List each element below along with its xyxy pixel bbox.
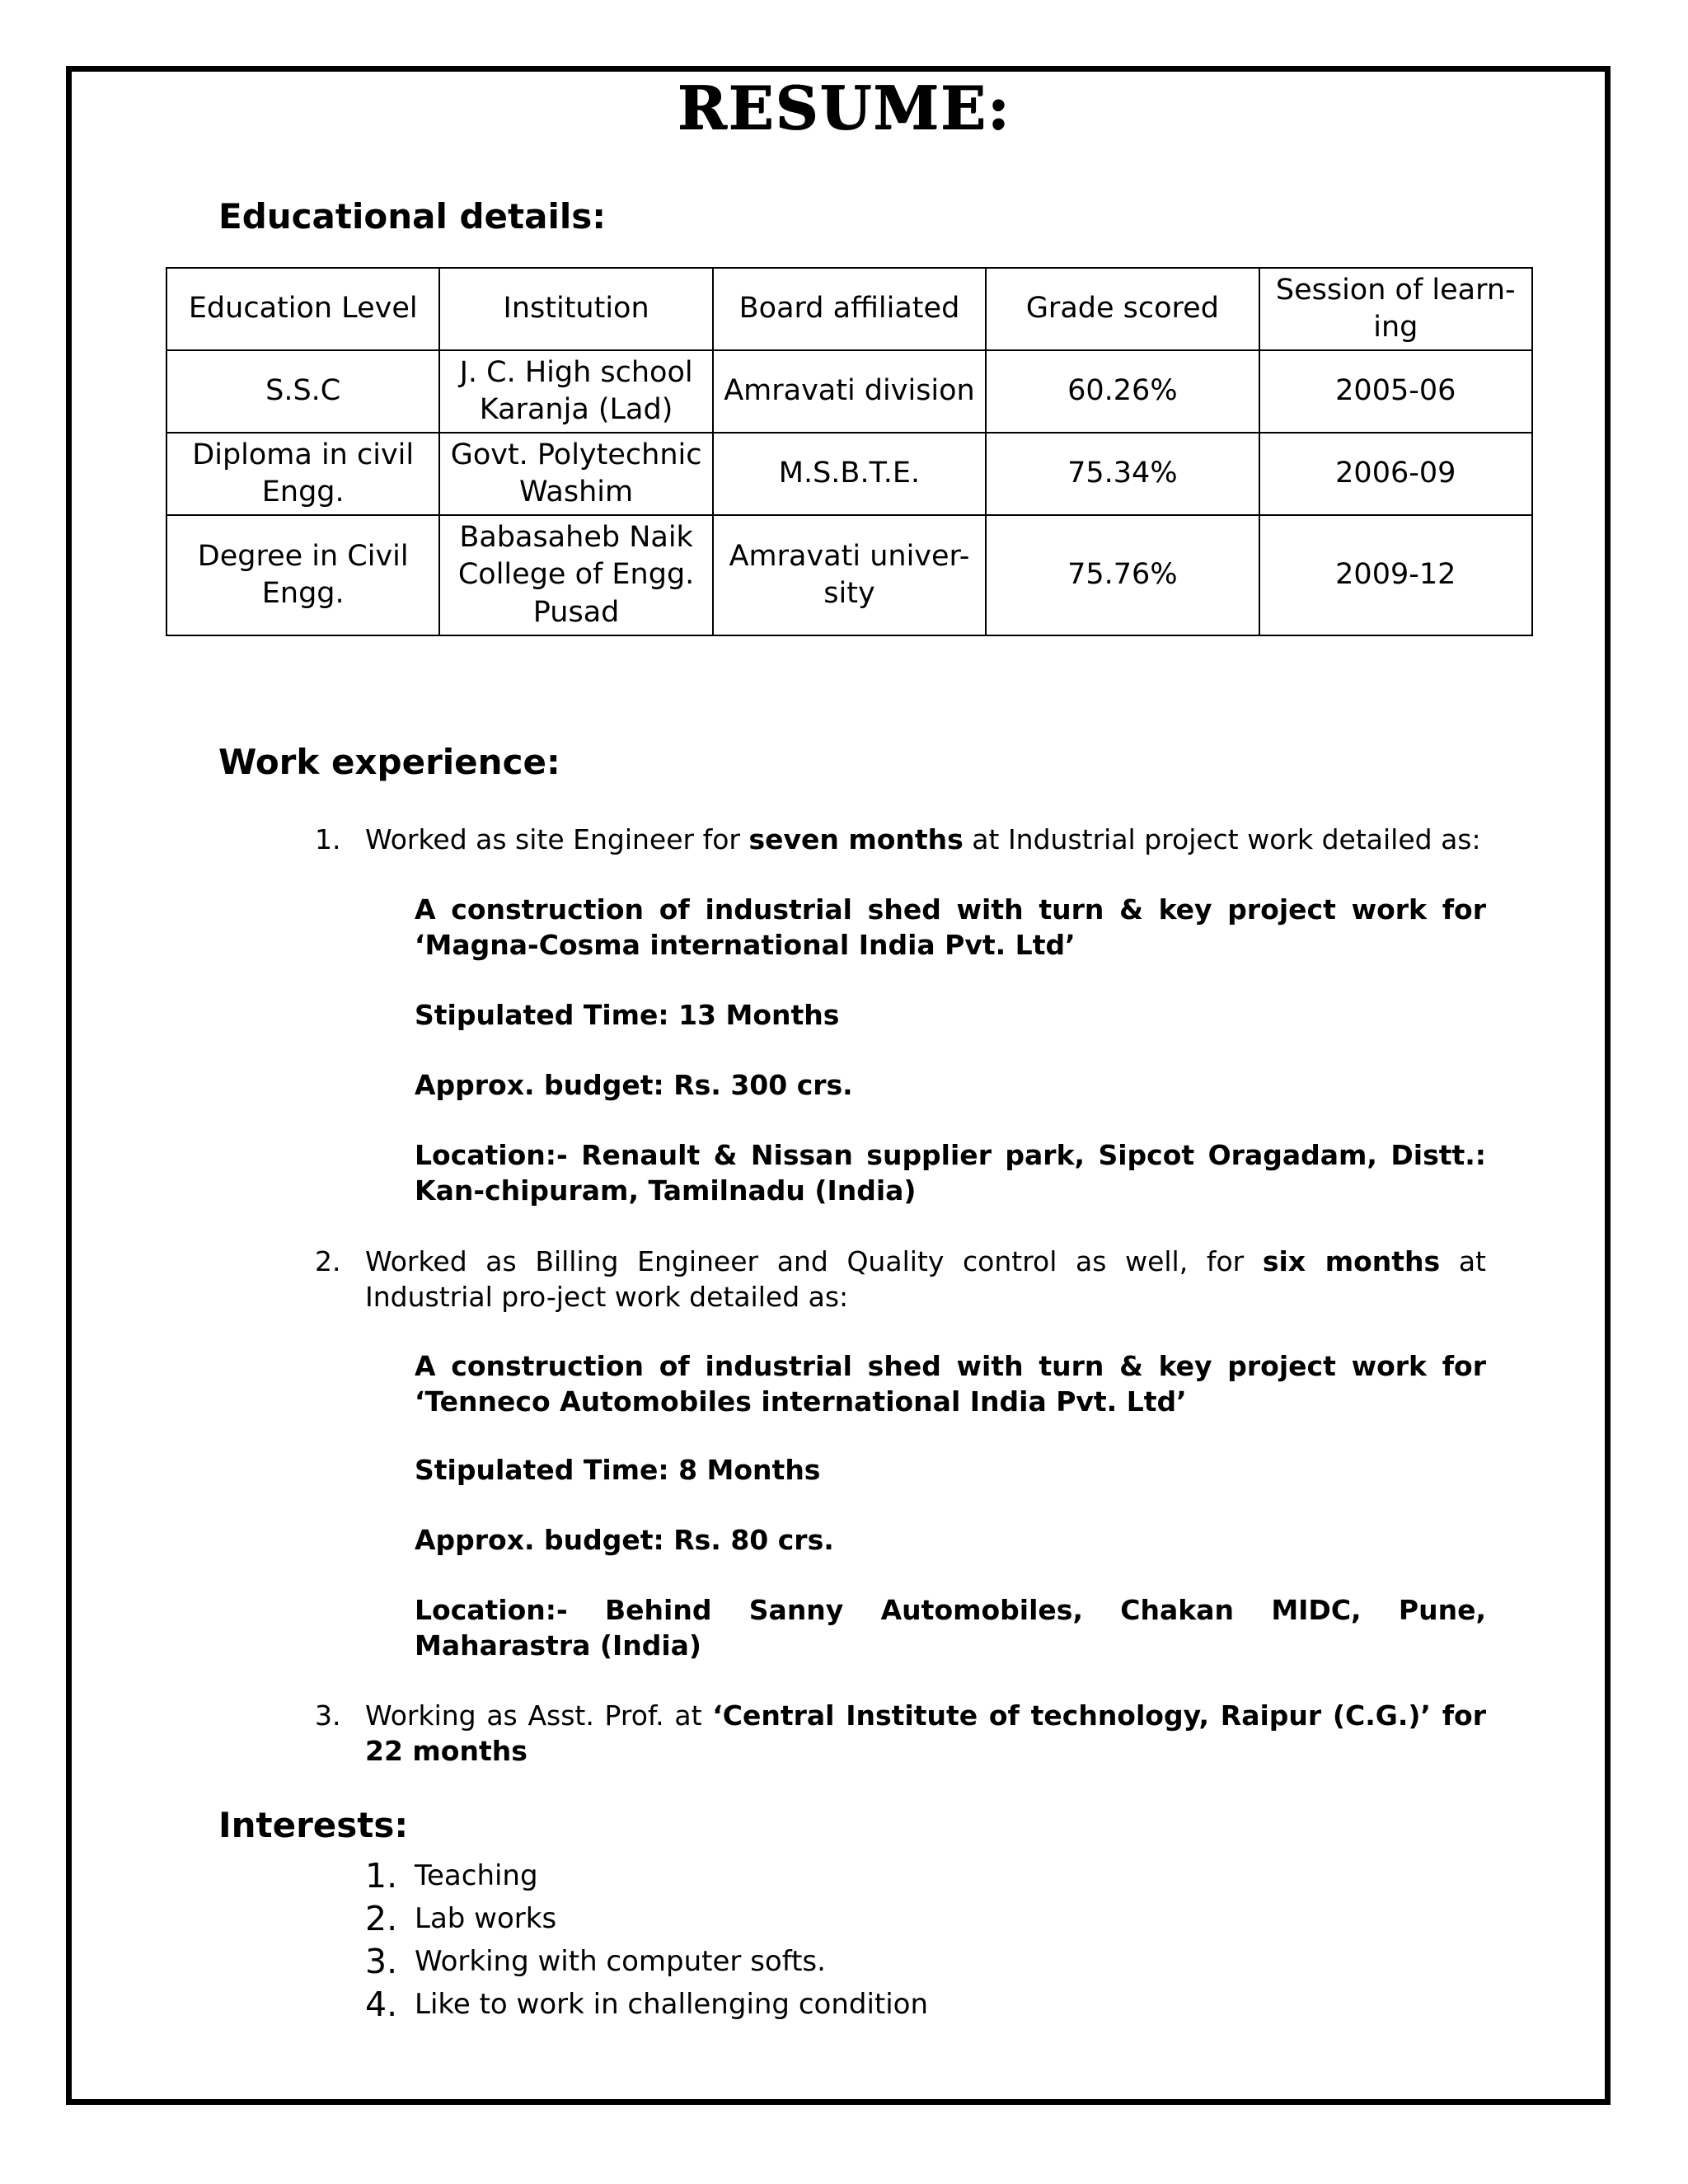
work-item-duration: seven months <box>748 823 964 855</box>
cell-level: Degree in Civil Engg. <box>166 515 439 635</box>
work-item-number: 2. <box>315 1245 341 1277</box>
work-item-text: at Industrial project work detailed as: <box>963 823 1481 855</box>
header-education-level: Education Level <box>166 268 439 350</box>
resume-title: RESUME: <box>677 73 1011 143</box>
work-item-text: Worked as Billing Engineer and Quality control as well, for <box>365 1245 1263 1277</box>
work-item-institute: ‘Central Institute of technology, Raipur (C.G.)’ for 22 months <box>365 1699 1486 1767</box>
work-item-duration: six months <box>1262 1245 1441 1277</box>
work-item-location: Location:- Renault & Nissan supplier park, Sipcot Oragadam, Distt.: Kan-chipuram, Tamilnadu (India) <box>415 1139 1486 1207</box>
work-item-number: 3. <box>315 1699 341 1732</box>
work-item-text: at Industrial pro-ject work detailed as: <box>365 1245 1486 1313</box>
interest-item: Teaching <box>415 1859 538 1892</box>
cell-institution: Babasaheb Naik College of Engg. Pusad <box>439 515 712 635</box>
header-grade: Grade scored <box>986 268 1259 350</box>
table-header-row <box>166 268 1532 350</box>
cell-grade: 75.34% <box>986 433 1259 515</box>
education-table <box>166 267 1533 636</box>
header-institution: Institution <box>439 268 712 350</box>
header-board: Board affiliated <box>713 268 986 350</box>
cell-session: 2006-09 <box>1259 433 1532 515</box>
work-item-location: Location:- Behind Sanny Automobiles, Chakan MIDC, Pune, Maharastra (India) <box>415 1594 1486 1661</box>
cell-institution: J. C. High school Karanja (Lad) <box>439 350 712 433</box>
interest-number: 1. <box>365 1856 398 1896</box>
education-heading: Educational details: <box>218 196 607 237</box>
work-heading: Work experience: <box>218 742 560 782</box>
cell-level: Diploma in civil Engg. <box>166 433 439 515</box>
interest-item: Working with computer softs. <box>415 1945 826 1978</box>
work-item-description <box>365 1698 1486 1769</box>
work-item-project: A construction of industrial shed with turn & key project work for ‘Magna-Cosma international India Pvt. Ltd’ <box>415 893 1486 961</box>
interest-number: 3. <box>365 1942 398 1981</box>
work-item-number: 1. <box>315 823 341 855</box>
table-row <box>166 350 1532 433</box>
interest-item: Lab works <box>415 1902 557 1935</box>
cell-institution: Govt. Polytechnic Washim <box>439 433 712 515</box>
cell-board: M.S.B.T.E. <box>713 433 986 515</box>
work-item-budget: Approx. budget: Rs. 80 crs. <box>415 1524 834 1556</box>
cell-level: S.S.C <box>166 350 439 433</box>
work-item-text: Worked as site Engineer for <box>365 823 749 855</box>
cell-session: 2009-12 <box>1259 515 1532 635</box>
work-item-description <box>365 822 1486 857</box>
interests-heading: Interests: <box>218 1805 409 1845</box>
cell-grade: 75.76% <box>986 515 1259 635</box>
work-item-text: Working as Asst. Prof. at <box>365 1699 713 1732</box>
work-item-project: A construction of industrial shed with turn & key project work for ‘Tenneco Automobiles international India Pvt. Ltd’ <box>415 1350 1486 1418</box>
cell-board: Amravati univer-sity <box>713 515 986 635</box>
work-item-time: Stipulated Time: 8 Months <box>415 1454 821 1486</box>
table-row <box>166 515 1532 635</box>
table-row <box>166 433 1532 515</box>
cell-grade: 60.26% <box>986 350 1259 433</box>
interest-item: Like to work in challenging condition <box>415 1988 929 2021</box>
interest-number: 2. <box>365 1899 398 1938</box>
interest-number: 4. <box>365 1985 398 2024</box>
work-item-description <box>365 1244 1486 1315</box>
cell-session: 2005-06 <box>1259 350 1532 433</box>
work-item-time: Stipulated Time: 13 Months <box>415 999 840 1031</box>
work-item-budget: Approx. budget: Rs. 300 crs. <box>415 1069 853 1101</box>
cell-board: Amravati division <box>713 350 986 433</box>
header-session: Session of learn-ing <box>1259 268 1532 350</box>
